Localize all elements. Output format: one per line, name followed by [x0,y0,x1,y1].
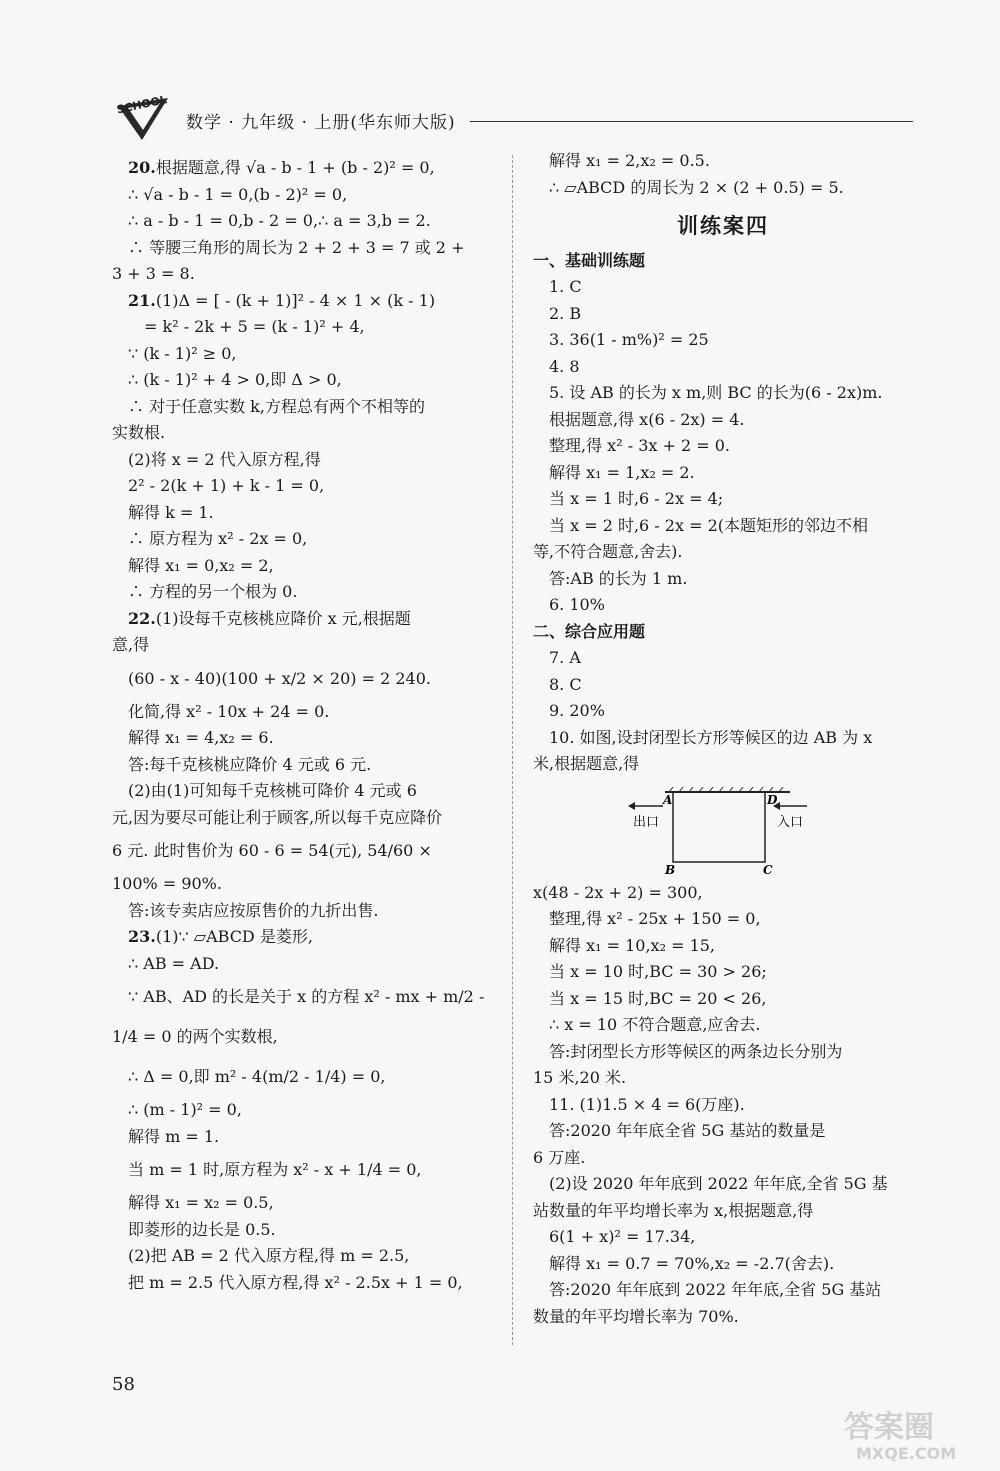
q10-line: 答:封闭型长方形等候区的两条边长分别为 [549,1041,843,1061]
q21-line: 解得 x₁ = 0,x₂ = 2, [128,555,274,575]
q11-line: 答:2020 年年底到 2022 年年底,全省 5G 基站 [549,1280,882,1299]
q23-number: 23. [128,927,156,946]
q20-line: 根据题意,得 √a - b - 1 + (b - 2)² = 0, [155,158,435,177]
q11-line: 站数量的年平均增长率为 x,根据题意,得 [533,1200,814,1220]
q23-line: (2)把 AB = 2 代入原方程,得 m = 2.5, [128,1246,410,1265]
part1-title: 一、基础训练题 [533,250,646,270]
q10-line: ∴ x = 10 不符合题意,应舍去. [549,1015,761,1034]
q21-line: = k² - 2k + 5 = (k - 1)² + 4, [144,317,365,336]
column-divider [512,155,513,1345]
q11-line: 数量的年平均增长率为 70%. [533,1306,739,1326]
right-column [533,148,913,1330]
q21-line: ∴ 原方程为 x² - 2x = 0, [128,529,308,548]
q11-line: 解得 x₁ = 0.7 = 70%,x₂ = -2.7(舍去). [549,1253,835,1273]
q21-line: ∴ 对于任意实数 k,方程总有两个不相等的 [128,396,425,416]
q23-line: ∵ AB、AD 的长是关于 x 的方程 x² - mx + m/2 - [128,987,485,1006]
q23-line: 把 m = 2.5 代入原方程,得 x² - 2.5x + 1 = 0, [128,1272,463,1292]
q22-line: 化简,得 x² - 10x + 24 = 0. [128,701,330,721]
page-number: 58 [112,1374,135,1395]
figure-entry-label: 入口 [777,814,804,830]
header-title: 数学 · 九年级 · 上册(华东师大版) [186,113,456,133]
q22-number: 22. [128,608,156,628]
q23-line: ∴ Δ = 0,即 m² - 4(m/2 - 1/4) = 0, [128,1067,386,1086]
figure-exit-label: 出口 [633,814,660,830]
q10-line: 整理,得 x² - 25x + 150 = 0, [549,909,761,928]
q10-line: 当 x = 15 时,BC = 20 < 26, [549,988,767,1008]
q21-line: ∴ (k - 1)² + 4 > 0,即 Δ > 0, [128,370,342,389]
q20-line: 3 + 3 = 8. [112,264,195,283]
q11-line: 6(1 + x)² = 17.34, [549,1227,696,1246]
q10-line: 当 x = 10 时,BC = 30 > 26; [549,962,767,981]
answer-line: 3. 36(1 - m%)² = 25 [549,330,709,349]
q22-line: 元,因为要尽可能让利于顾客,所以每千克应降价 [112,807,443,827]
q20-number: 20. [128,158,156,177]
q21-line: ∵ (k - 1)² ≥ 0, [128,343,237,363]
figure-label-D: D [767,792,778,807]
rectangle-diagram [625,784,825,874]
q21-line: (1)Δ = [ - (k + 1)]² - 4 × 1 × (k - 1) [155,290,436,310]
logo-text: SCHOOL [115,93,169,117]
q5-line: 当 x = 1 时,6 - 2x = 4; [549,489,724,508]
q22-line: 答:每千克核桃应降价 4 元或 6 元. [128,754,372,774]
answer-line: 2. B [549,303,582,323]
q23-line: (1)∵ ▱ABCD 是菱形, [155,927,313,946]
q22-line: 答:该专卖店应按原售价的九折出售. [128,900,379,920]
q20-line: ∴ 等腰三角形的周长为 2 + 2 + 3 = 7 或 2 + [128,237,465,257]
q10-line: 10. 如图,设封闭型长方形等候区的边 AB 为 x [549,727,873,747]
q5-line: 当 x = 2 时,6 - 2x = 2(本题矩形的邻边不相 [549,515,869,535]
watermark-text: 答案圈 [844,1410,934,1445]
answer-line: 7. A [549,648,581,667]
q21-line: 2² - 2(k + 1) + k - 1 = 0, [128,476,325,495]
header-rule [470,121,913,122]
figure-label-C: C [763,862,773,874]
q10-line: 15 米,20 米. [533,1068,627,1087]
q22-line: 解得 x₁ = 4,x₂ = 6. [128,728,274,747]
q23-continued-line: 解得 x₁ = 2,x₂ = 0.5. [549,151,710,170]
q21-line: 实数根. [112,423,166,442]
q23-line: ∴ (m - 1)² = 0, [128,1100,242,1119]
page-header [108,88,913,148]
answer-line: 6. 10% [549,595,605,614]
answer-line: 4. 8 [549,356,580,376]
q5-line: 根据题意,得 x(6 - 2x) = 4. [549,409,745,429]
q11-line: (2)设 2020 年年底到 2022 年年底,全省 5G 基 [549,1174,888,1193]
q20-line: ∴ √a - b - 1 = 0,(b - 2)² = 0, [128,184,348,204]
q11-line: 6 万座. [533,1147,586,1167]
q22-line: 6 元. 此时售价为 60 - 6 = 54(元), 54/60 × [112,841,432,860]
answer-line: 1. C [549,277,582,296]
q23-line: ∴ AB = AD. [128,953,220,973]
section-title: 训练案四 [677,213,769,238]
q23-line: 当 m = 1 时,原方程为 x² - x + 1/4 = 0, [128,1160,422,1179]
part2-title: 二、综合应用题 [533,621,646,641]
q23-continued-line: ∴ ▱ABCD 的周长为 2 × (2 + 0.5) = 5. [549,177,844,197]
q21-line: ∴ 方程的另一个根为 0. [128,582,298,601]
q23-line: 解得 x₁ = x₂ = 0.5, [128,1193,274,1212]
watermark-logo-icon [836,1403,986,1463]
q21-number: 21. [128,290,156,310]
answer-line: 9. 20% [549,701,605,720]
q5-line: 整理,得 x² - 3x + 2 = 0. [549,436,730,455]
q22-line: (60 - x - 40)(100 + x/2 × 20) = 2 240. [128,668,431,688]
q22-line: 意,得 [112,635,150,654]
q5-line: 等,不符合题意,舍去). [533,542,683,561]
q23-line: 即菱形的边长是 0.5. [128,1219,276,1239]
q23-line: 1/4 = 0 的两个实数根, [112,1027,278,1046]
q22-line: (1)设每千克核桃应降价 x 元,根据题 [155,608,411,628]
watermark-url: MXQE.COM [856,1444,957,1463]
school-logo-icon [108,88,178,148]
q10-line: 解得 x₁ = 10,x₂ = 15, [549,935,716,955]
left-column [112,155,502,1296]
q5-line: 答:AB 的长为 1 m. [549,568,688,588]
answer-line: 8. C [549,674,582,694]
q10-line: x(48 - 2x + 2) = 300, [533,882,703,902]
q22-line: 100% = 90%. [112,874,222,893]
figure-label-B: B [665,862,676,874]
q21-line: (2)将 x = 2 代入原方程,得 [128,449,321,469]
q22-line: (2)由(1)可知每千克核桃可降价 4 元或 6 [128,781,417,800]
q5-line: 解得 x₁ = 1,x₂ = 2. [549,462,695,482]
waiting-area-figure [625,784,825,874]
figure-label-A: A [663,792,673,807]
q10-line: 米,根据题意,得 [533,754,640,773]
q11-line: 答:2020 年年底全省 5G 基站的数量是 [549,1121,826,1140]
q23-line: 解得 m = 1. [128,1126,220,1146]
q11-line: 11. (1)1.5 × 4 = 6(万座). [549,1094,745,1114]
q20-line: ∴ a - b - 1 = 0,b - 2 = 0,∴ a = 3,b = 2. [128,211,431,230]
q21-line: 解得 k = 1. [128,502,214,522]
q5-line: 5. 设 AB 的长为 x m,则 BC 的长为(6 - 2x)m. [549,383,883,402]
